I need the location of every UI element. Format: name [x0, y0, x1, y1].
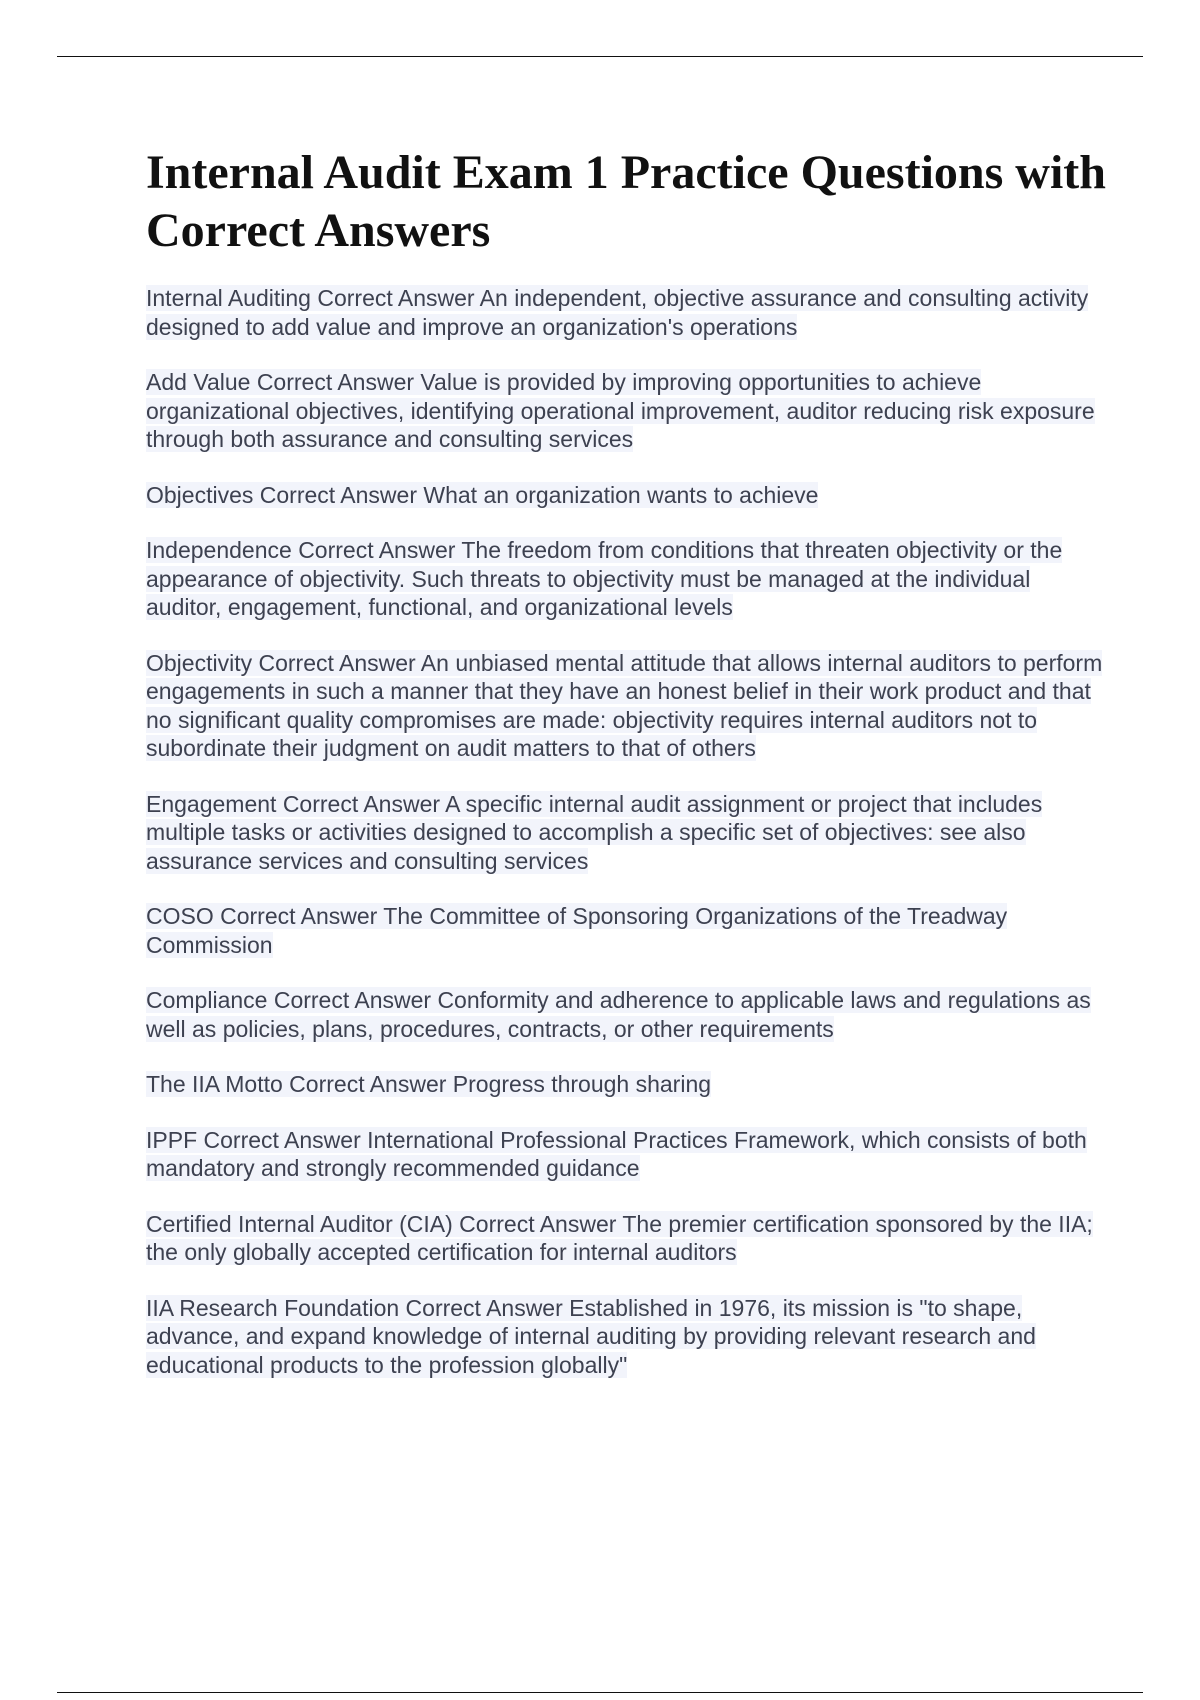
entry-iia-research-foundation — [146, 1294, 1106, 1380]
entry-text: COSO Correct Answer The Committee of Sponsoring Organizations of the Treadway Commission — [146, 903, 1008, 958]
entry-text: Internal Auditing Correct Answer An independent, objective assurance and consulting activity designed to add value and improve an organization's operations — [146, 285, 1089, 340]
entry-text: Add Value Correct Answer Value is provided by improving opportunities to achieve organizational objectives, identifying operational improvement, auditor reducing risk exposure through both assurance and consulting services — [146, 369, 1095, 452]
document-body — [146, 144, 1106, 1406]
entry-text: Engagement Correct Answer A specific internal audit assignment or project that includes multiple tasks or activities designed to accomplish a specific set of objectives: see also assurance services and consulting services — [146, 790, 1043, 874]
entry-add-value — [146, 368, 1106, 454]
entry-objectives — [146, 481, 1106, 510]
entry-text: IPPF Correct Answer International Professional Practices Framework, which consists of both mandatory and strongly recommended guidance — [146, 1126, 1087, 1181]
entry-internal-auditing — [146, 284, 1106, 341]
entry-cia — [146, 1210, 1106, 1267]
top-divider — [57, 56, 1143, 57]
document-title: Internal Audit Exam 1 Practice Questions with Correct Answers — [146, 146, 1106, 257]
entry-coso — [146, 902, 1106, 959]
entry-compliance — [146, 986, 1106, 1043]
entry-text: The IIA Motto Correct Answer Progress through sharing — [146, 1071, 712, 1097]
entry-text: Objectives Correct Answer What an organization wants to achieve — [146, 481, 819, 508]
entry-text: Objectivity Correct Answer An unbiased mental attitude that allows internal auditors to perform engagements in such a manner that they have an honest belief in their work product and that no significant quality compromises are made: objectivity requires internal auditors not to subordinate their judgment on audit matters to that of others — [146, 649, 1103, 761]
entry-independence — [146, 536, 1106, 622]
entry-engagement — [146, 790, 1106, 876]
entry-text: Independence Correct Answer The freedom from conditions that threaten objectivity or the appearance of objectivity. Such threats to objectivity must be managed at the individual auditor, engagement, functional, and organizational levels — [146, 537, 1063, 620]
entry-iia-motto — [146, 1070, 1106, 1099]
entry-text: IIA Research Foundation Correct Answer Established in 1976, its mission is "to shape, advance, and expand knowledge of internal auditing by providing relevant research and educational products to the profession globally" — [146, 1294, 1036, 1378]
entry-text: Certified Internal Auditor (CIA) Correct Answer The premier certification sponsored by the IIA; the only globally accepted certification for internal auditors — [146, 1210, 1093, 1265]
entry-objectivity — [146, 649, 1106, 763]
entry-text: Compliance Correct Answer Conformity and adherence to applicable laws and regulations as well as policies, plans, procedures, contracts, or other requirements — [146, 987, 1091, 1042]
bottom-divider — [57, 1692, 1143, 1693]
entry-ippf — [146, 1126, 1106, 1183]
